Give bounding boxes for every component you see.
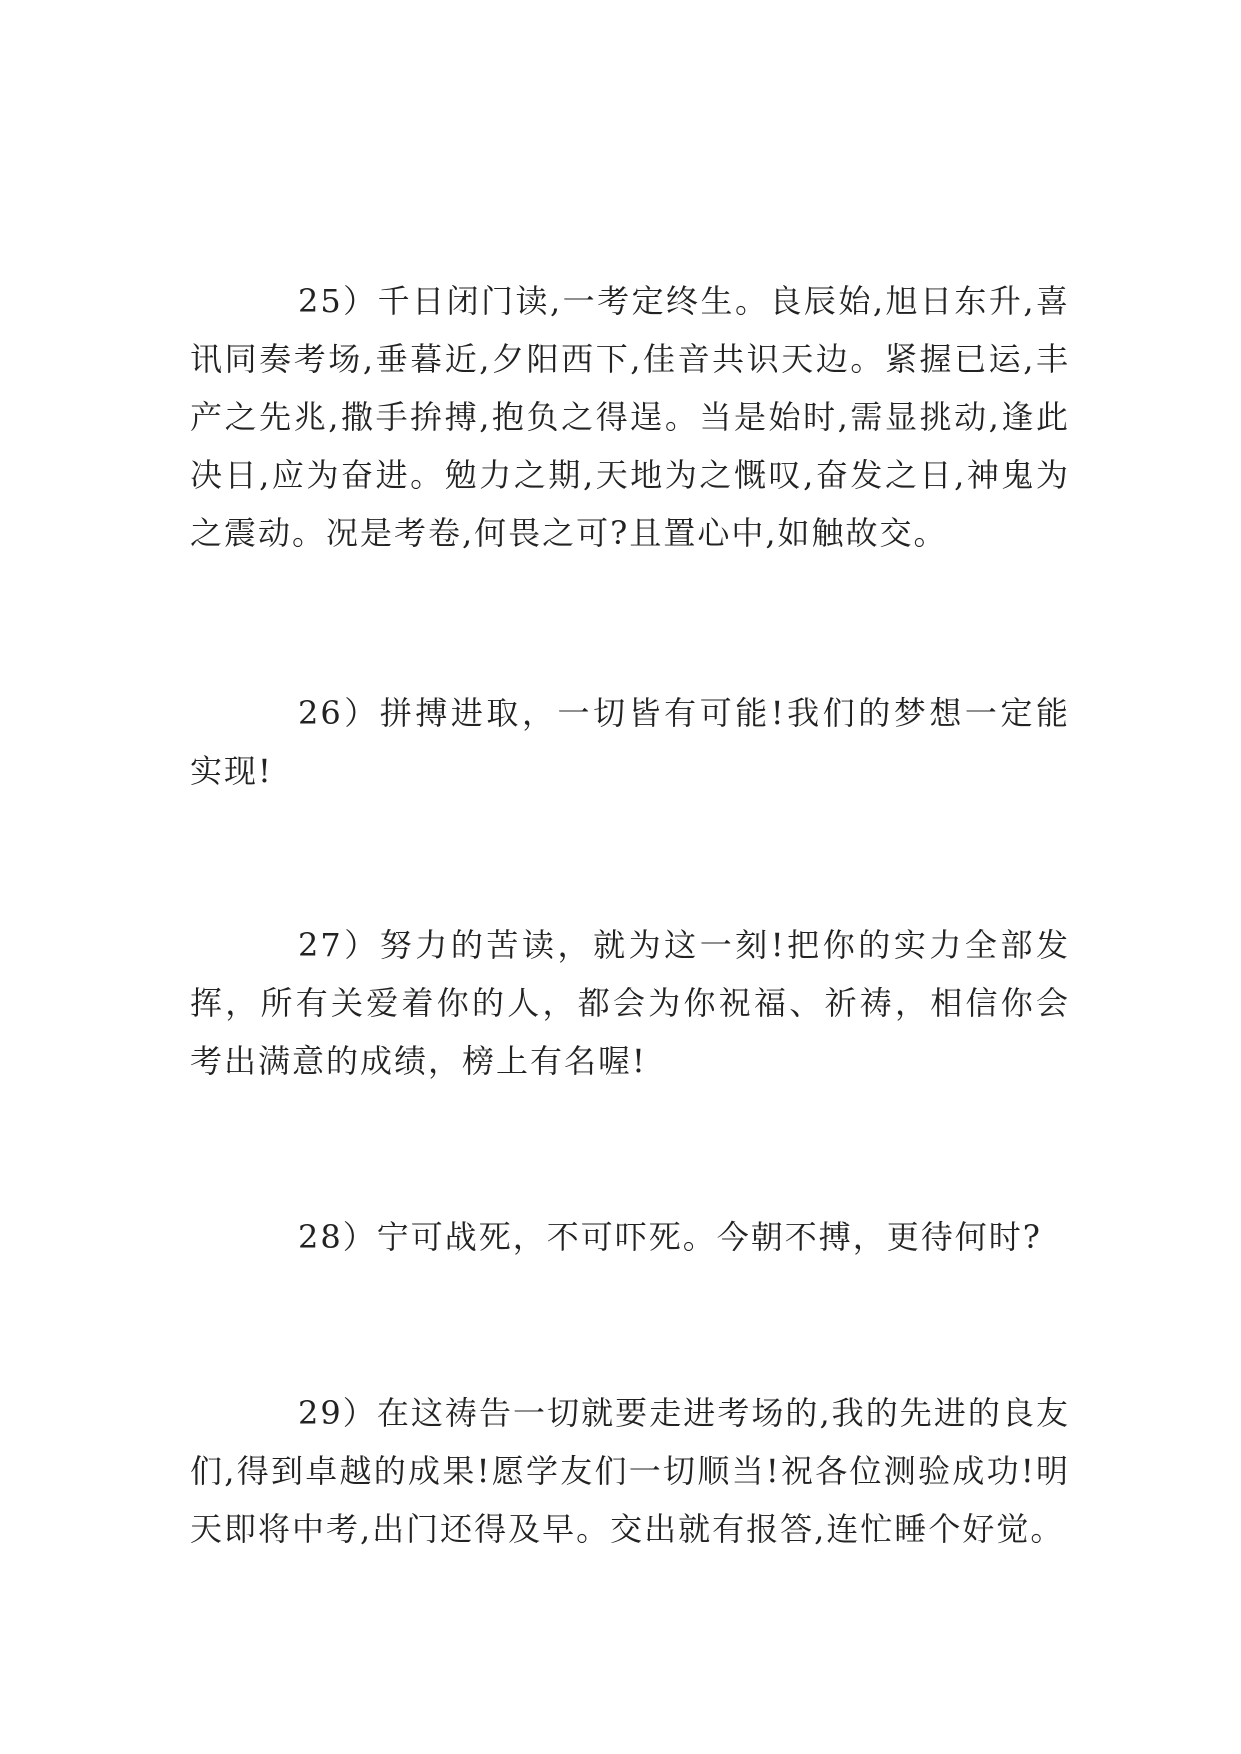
paragraph-25: 25）千日闭门读,一考定终生。良辰始,旭日东升,喜讯同奏考场,垂暮近,夕阳西下,佳音共识天边。紧握已运,丰产之先兆,撒手拚搏,抱负之得逞。当是始时,需显挑动,逢此决日,应为奋进。勉力之期,天地为之慨叹,奋发之日,神鬼为之震动。况是考卷,何畏之可?且置心中,如触故交。 [190, 282, 1070, 552]
paragraph-27: 27）努力的苦读，就为这一刻!把你的实力全部发挥，所有关爱着你的人，都会为你祝福、祈祷，相信你会考出满意的成绩，榜上有名喔! [190, 926, 1070, 1080]
paragraph-28: 28）宁可战死，不可吓死。今朝不搏，更待何时? [298, 1218, 1042, 1256]
paragraph-26: 26）拼搏进取，一切皆有可能!我们的梦想一定能实现! [190, 694, 1070, 790]
paragraph-29: 29）在这祷告一切就要走进考场的,我的先进的良友们,得到卓越的成果!愿学友们一切顺当!祝各位测验成功!明天即将中考,出门还得及早。交出就有报答,连忙睡个好觉。 [190, 1394, 1070, 1548]
